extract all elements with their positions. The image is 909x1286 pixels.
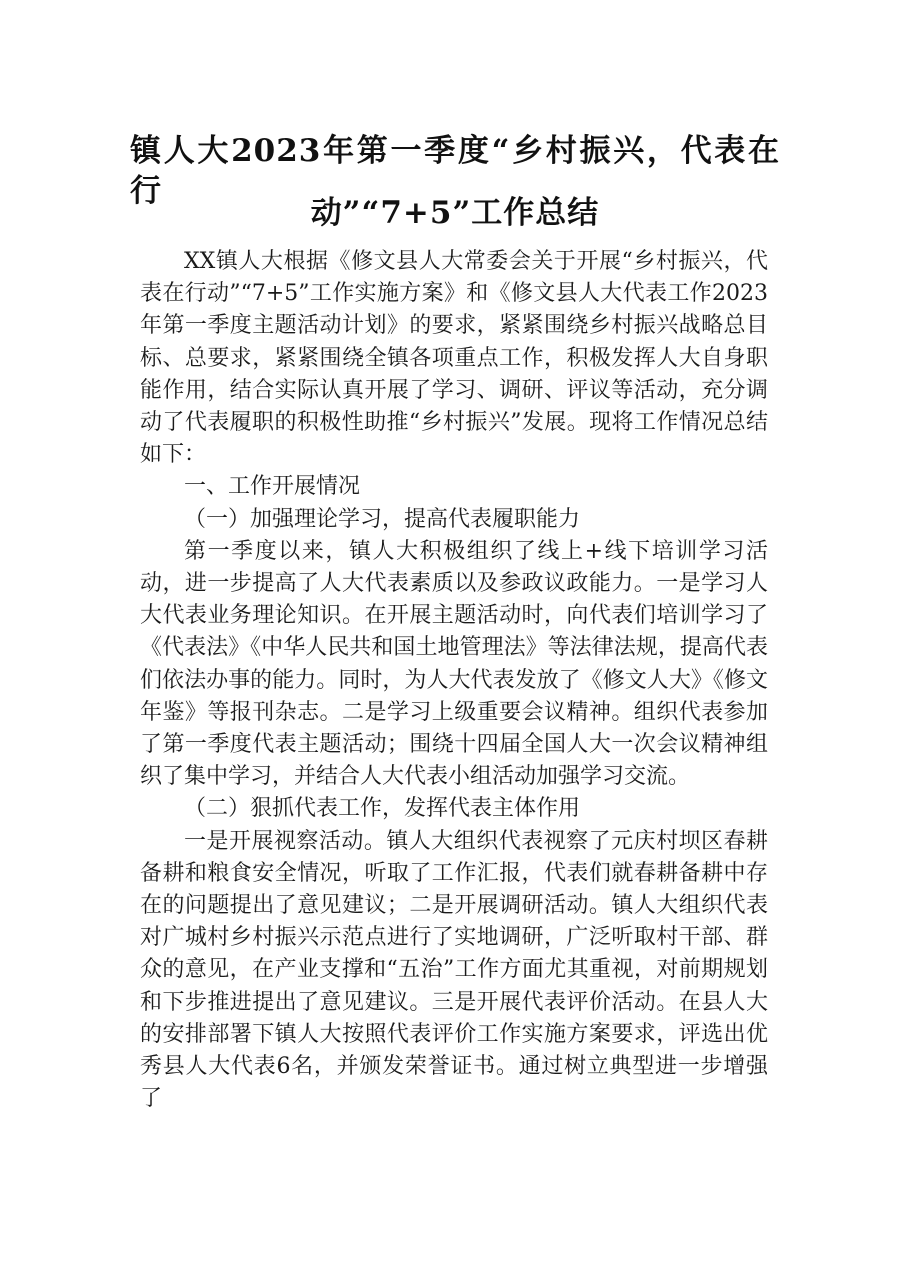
body-paragraph: 第一季度以来，镇人大积极组织了线上+线下培训学习活动，进一步提高了人大代表素质以及参政议政能力。一是学习人大代表业务理论知识。在开展主题活动时，向代表们培训学习了《代表法》《中华人民共和国土地管理法》等法律法规，提高代表们依法办事的能力。同时，为人大代表发放了《修文人大》《修文年鉴》等报刊杂志。二是学习上级重要会议精神。组织代表参加了第一季度代表主题活动；围绕十四届全国人大一次会议精神组织了集中学习，并结合人大代表小组活动加强学习交流。	[140, 538, 768, 790]
subsection-heading: （一）加强理论学习，提高代表履职能力	[184, 506, 581, 532]
intro-paragraph: XX镇人大根据《修文县人大常委会关于开展“乡村振兴，代表在行动”“7+5”工作实施方案》和《修文县人大代表工作2023年第一季度主题活动计划》的要求，紧紧围绕乡村振兴战略总目标、总要求，紧紧围绕全镇各项重点工作，积极发挥人大自身职能作用，结合实际认真开展了学习、调研、评议等活动，充分调动了代表履职的积极性助推“乡村振兴”发展。现将工作情况总结如下：	[140, 249, 768, 468]
document-title-line-1: 镇人大2023年第一季度“乡村振兴，代表在行	[130, 133, 780, 209]
subsection-heading: （二）狠抓代表工作，发挥代表主体作用	[184, 796, 581, 822]
document-title-line-2: 动”“7+5”工作总结	[310, 195, 600, 231]
body-paragraph: 一是开展视察活动。镇人大组织代表视察了元庆村坝区春耕备耕和粮食安全情况，听取了工作汇报，代表们就春耕备耕中存在的问题提出了意见建议；二是开展调研活动。镇人大组织代表对广城村乡村振兴示范点进行了实地调研，广泛听取村干部、群众的意见，在产业支撑和“五治”工作方面尤其重视，对前期规划和下步推进提出了意见建议。三是开展代表评价活动。在县人大的安排部署下镇人大按照代表评价工作实施方案要求，评选出优秀县人大代表6名，并颁发荣誉证书。通过树立典型进一步增强了	[140, 828, 768, 1112]
document-body	[140, 246, 768, 1115]
section-heading: 一、工作开展情况	[184, 474, 361, 500]
